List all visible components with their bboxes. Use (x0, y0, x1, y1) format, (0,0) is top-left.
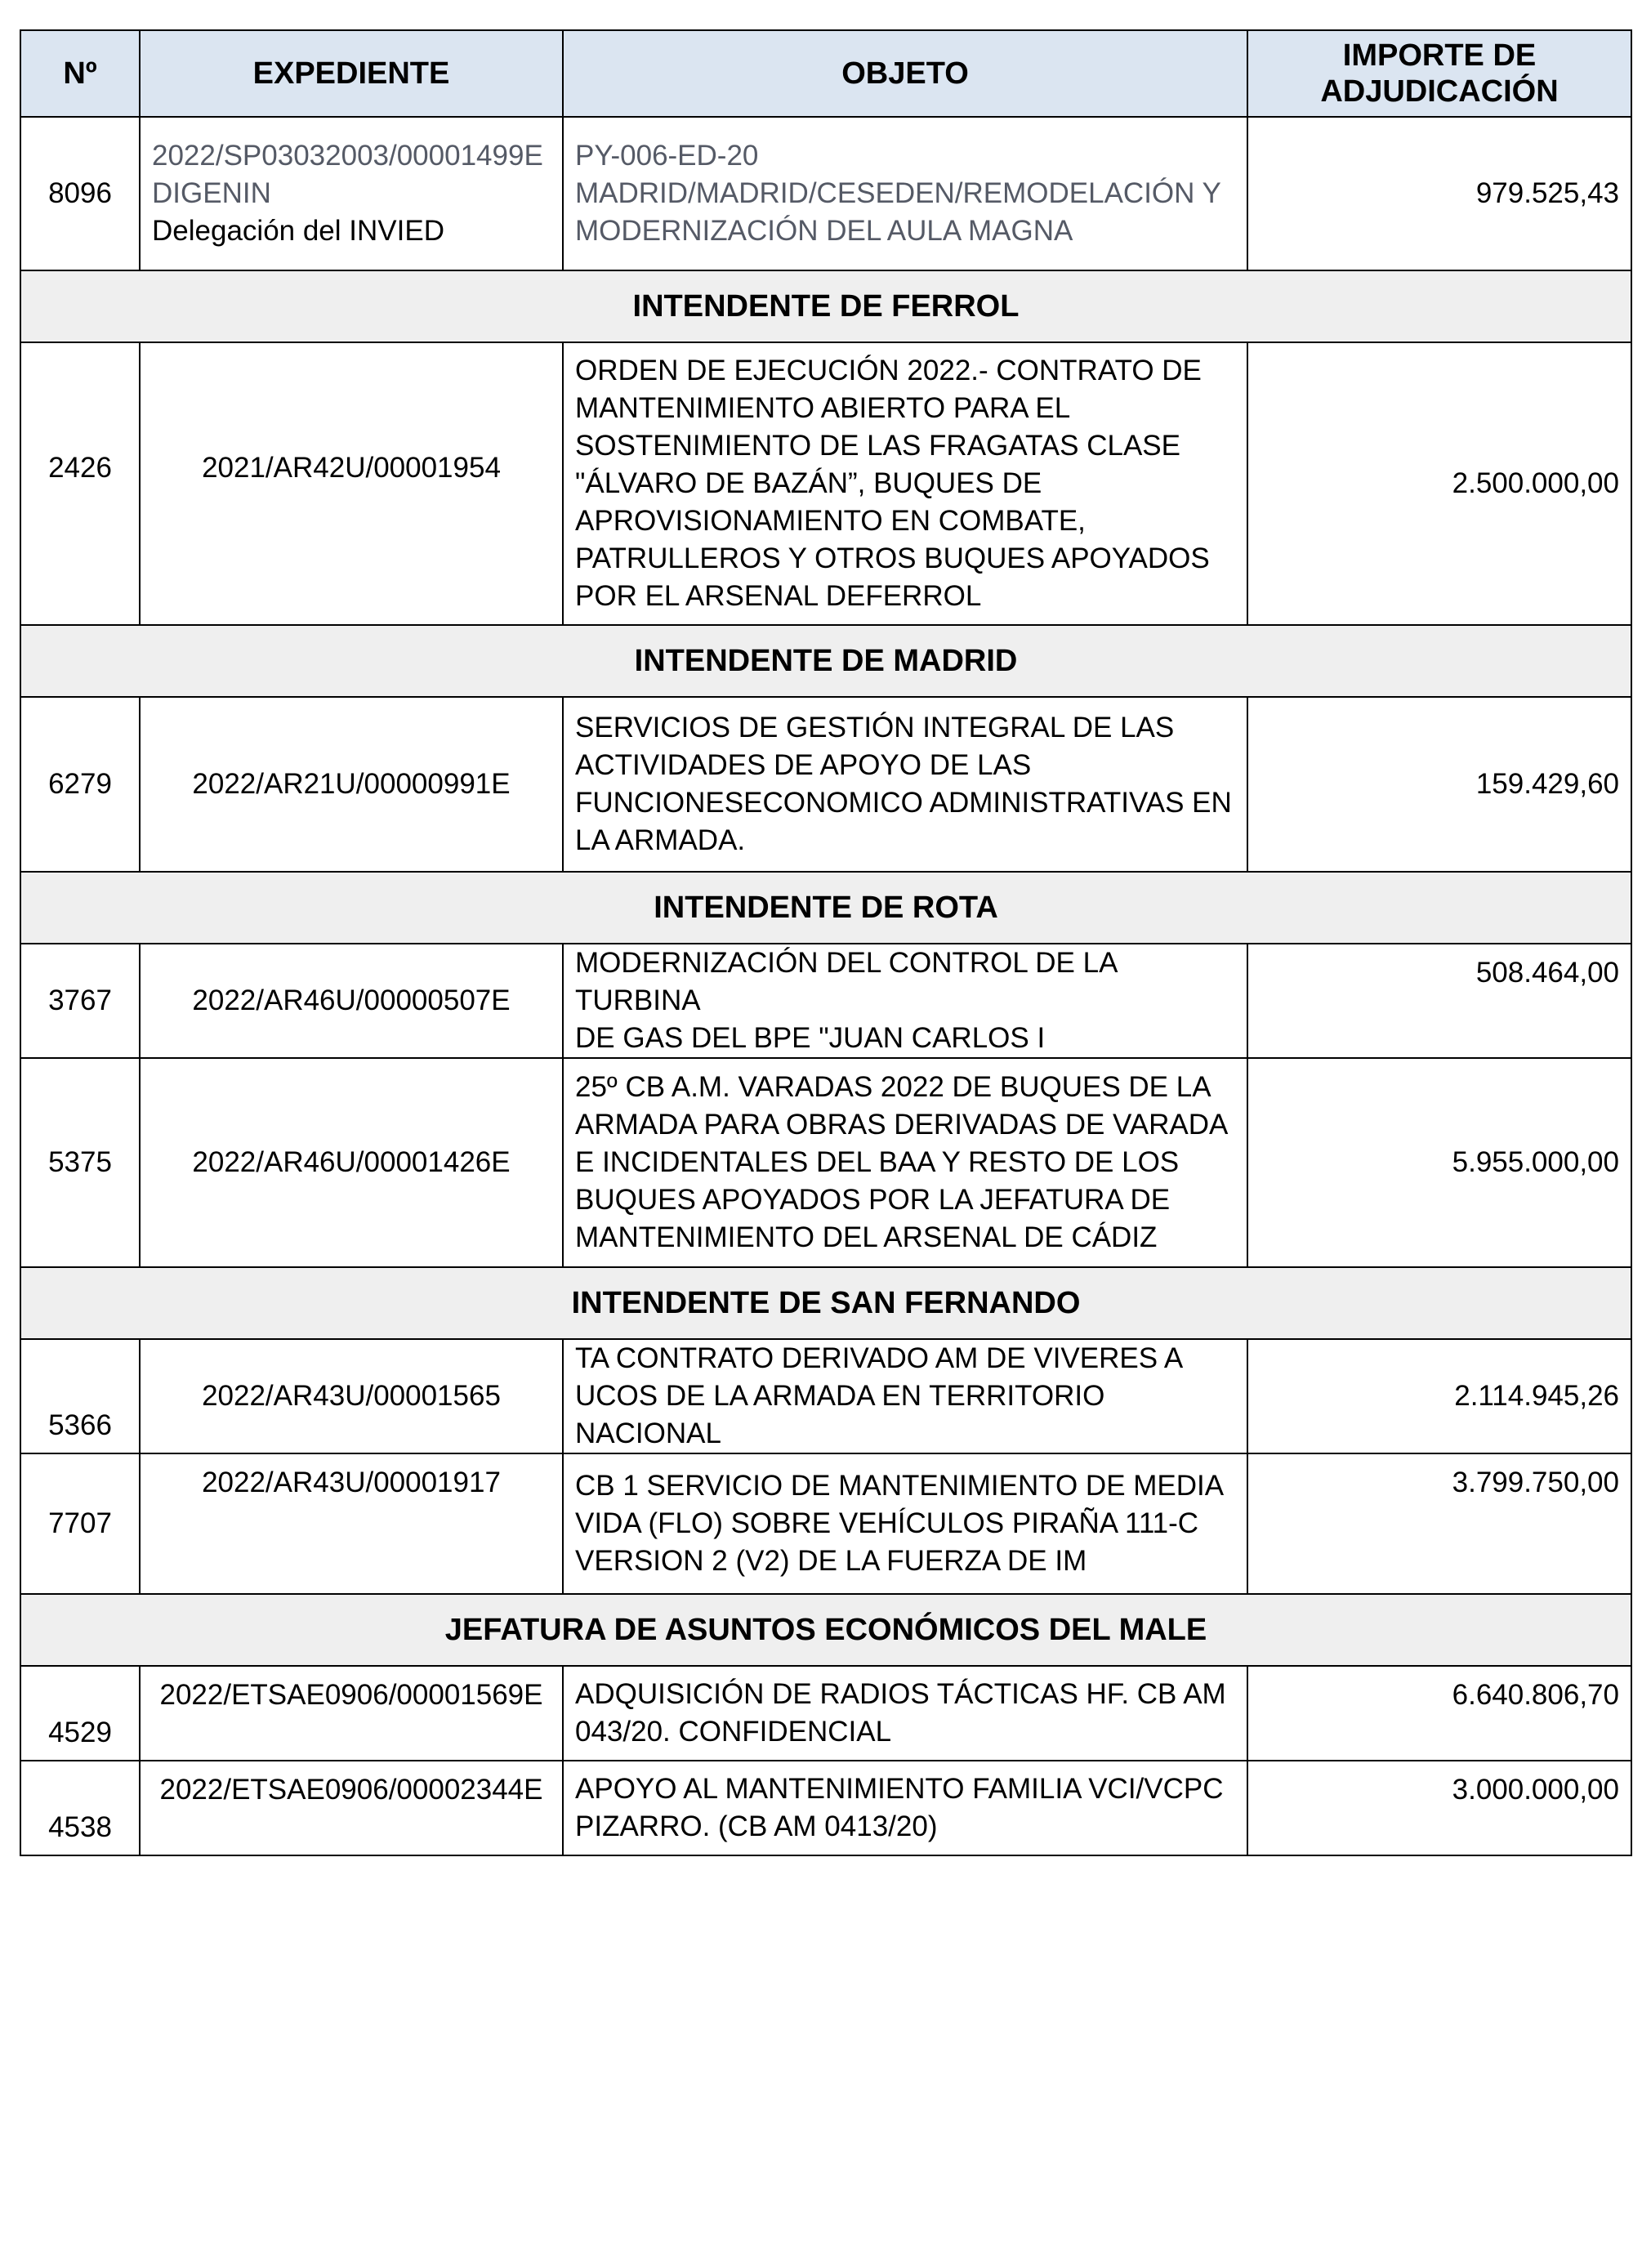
table-row (20, 1761, 1631, 1855)
row-importe: 979.525,43 (1247, 117, 1631, 270)
table-row (20, 1666, 1631, 1761)
section-header-row (20, 270, 1631, 342)
section-title: INTENDENTE DE FERROL (20, 270, 1631, 342)
row-importe: 508.464,00 (1247, 944, 1631, 1058)
row-no: 6279 (20, 697, 140, 872)
row-expediente: 2022/ETSAE0906/00002344E (140, 1761, 563, 1855)
objeto-line: PY-006-ED-20 (575, 140, 759, 172)
objeto-line: SERVICIOS DE GESTIÓN INTEGRAL DE LAS (575, 712, 1175, 743)
section-header-row (20, 872, 1631, 944)
section-title: INTENDENTE DE ROTA (20, 872, 1631, 944)
row-objeto (563, 1666, 1247, 1761)
objeto-line: "ÁLVARO DE BAZÁN”, BUQUES DE (575, 467, 1042, 499)
header-importe (1247, 30, 1631, 117)
objeto-line: VERSION 2 (V2) DE LA FUERZA DE IM (575, 1545, 1087, 1577)
row-expediente: 2022/AR43U/00001917 (140, 1453, 563, 1594)
objeto-line: E INCIDENTALES DEL BAA Y RESTO DE LOS (575, 1146, 1180, 1178)
row-no: 8096 (20, 117, 140, 270)
objeto-line: LA ARMADA. (575, 824, 746, 856)
row-no: 7707 (20, 1453, 140, 1594)
objeto-line: UCOS DE LA ARMADA EN TERRITORIO NACIONAL (575, 1380, 1105, 1449)
row-expediente: 2022/AR46U/00000507E (140, 944, 563, 1058)
row-importe: 3.799.750,00 (1247, 1453, 1631, 1594)
objeto-line: TA CONTRATO DERIVADO AM DE VIVERES A (575, 1342, 1184, 1374)
objeto-line: CB 1 SERVICIO DE MANTENIMIENTO DE MEDIA (575, 1470, 1225, 1502)
sections-body (20, 270, 1631, 1855)
row-expediente (140, 117, 563, 270)
objeto-line: MANTENIMIENTO DEL ARSENAL DE CÁDIZ (575, 1221, 1158, 1253)
header-no: Nº (20, 30, 140, 117)
row-importe: 2.500.000,00 (1247, 342, 1631, 625)
row-expediente: 2021/AR42U/00001954 (140, 342, 563, 625)
objeto-line: ARMADA PARA OBRAS DERIVADAS DE VARADA (575, 1109, 1229, 1141)
row-importe: 2.114.945,26 (1247, 1339, 1631, 1453)
objeto-line: FUNCIONESECONOMICO ADMINISTRATIVAS EN (575, 787, 1232, 819)
section-header-row (20, 1267, 1631, 1339)
objeto-line: DE GAS DEL BPE "JUAN CARLOS I (575, 1022, 1046, 1054)
row-objeto (563, 1453, 1247, 1594)
objeto-line: PIZARRO. (CB AM 0413/20) (575, 1810, 938, 1842)
row-objeto (563, 697, 1247, 872)
row-objeto (563, 342, 1247, 625)
objeto-line: MADRID/MADRID/CESEDEN/REMODELACIÓN Y (575, 177, 1221, 209)
section-header-row (20, 625, 1631, 697)
expediente-line: 2022/SP03032003/00001499E (152, 140, 543, 172)
objeto-line: MODERNIZACIÓN DEL AULA MAGNA (575, 215, 1073, 247)
objeto-line: BUQUES APOYADOS POR LA JEFATURA DE (575, 1184, 1171, 1216)
objeto-line: SOSTENIMIENTO DE LAS FRAGATAS CLASE (575, 430, 1180, 462)
row-expediente: 2022/ETSAE0906/00001569E (140, 1666, 563, 1761)
table-row (20, 1339, 1631, 1453)
expediente-line: Delegación del INVIED (152, 215, 444, 247)
objeto-line: 043/20. CONFIDENCIAL (575, 1716, 892, 1748)
section-title: INTENDENTE DE SAN FERNANDO (20, 1267, 1631, 1339)
row-no: 4529 (20, 1666, 140, 1761)
row-objeto (563, 1761, 1247, 1855)
header-row (20, 30, 1631, 117)
row-objeto (563, 1339, 1247, 1453)
row-objeto (563, 1058, 1247, 1267)
row-expediente: 2022/AR46U/00001426E (140, 1058, 563, 1267)
section-header-row (20, 1594, 1631, 1666)
objeto-line: MANTENIMIENTO ABIERTO PARA EL (575, 392, 1071, 424)
objeto-line: APOYO AL MANTENIMIENTO FAMILIA VCI/VCPC (575, 1773, 1224, 1805)
section-title: JEFATURA DE ASUNTOS ECONÓMICOS DEL MALE (20, 1594, 1631, 1666)
row-importe: 3.000.000,00 (1247, 1761, 1631, 1855)
objeto-line: APROVISIONAMIENTO EN COMBATE, (575, 505, 1086, 537)
row-expediente: 2022/AR21U/00000991E (140, 697, 563, 872)
row-objeto (563, 117, 1247, 270)
row-no: 5366 (20, 1339, 140, 1453)
section-title: INTENDENTE DE MADRID (20, 625, 1631, 697)
objeto-line: ADQUISICIÓN DE RADIOS TÁCTICAS HF. CB AM (575, 1678, 1226, 1710)
row-no: 4538 (20, 1761, 140, 1855)
header-objeto: OBJETO (563, 30, 1247, 117)
objeto-line: VIDA (FLO) SOBRE VEHÍCULOS PIRAÑA 111-C (575, 1507, 1199, 1539)
table-row (20, 697, 1631, 872)
table-row (20, 342, 1631, 625)
header-importe-line1: IMPORTE DE (1342, 38, 1537, 73)
objeto-line: ACTIVIDADES DE APOYO DE LAS (575, 749, 1032, 781)
table-row (20, 944, 1631, 1058)
header-expediente: EXPEDIENTE (140, 30, 563, 117)
table-row (20, 1453, 1631, 1594)
header-importe-line2: ADJUDICACIÓN (1320, 74, 1559, 109)
row-importe: 6.640.806,70 (1247, 1666, 1631, 1761)
table-row (20, 117, 1631, 270)
contracts-table (20, 29, 1632, 1856)
expediente-line: DIGENIN (152, 177, 271, 209)
row-importe: 159.429,60 (1247, 697, 1631, 872)
objeto-line: PATRULLEROS Y OTROS BUQUES APOYADOS (575, 542, 1210, 574)
row-no: 2426 (20, 342, 140, 625)
objeto-line: ORDEN DE EJECUCIÓN 2022.- CONTRATO DE (575, 355, 1202, 386)
objeto-line: MODERNIZACIÓN DEL CONTROL DE LA TURBINA (575, 947, 1117, 1016)
row-no: 5375 (20, 1058, 140, 1267)
row-importe: 5.955.000,00 (1247, 1058, 1631, 1267)
row-expediente: 2022/AR43U/00001565 (140, 1339, 563, 1453)
objeto-line: 25º CB A.M. VARADAS 2022 DE BUQUES DE LA (575, 1071, 1211, 1103)
row-objeto (563, 944, 1247, 1058)
table-row (20, 1058, 1631, 1267)
row-no: 3767 (20, 944, 140, 1058)
objeto-line: POR EL ARSENAL DEFERROL (575, 580, 982, 612)
